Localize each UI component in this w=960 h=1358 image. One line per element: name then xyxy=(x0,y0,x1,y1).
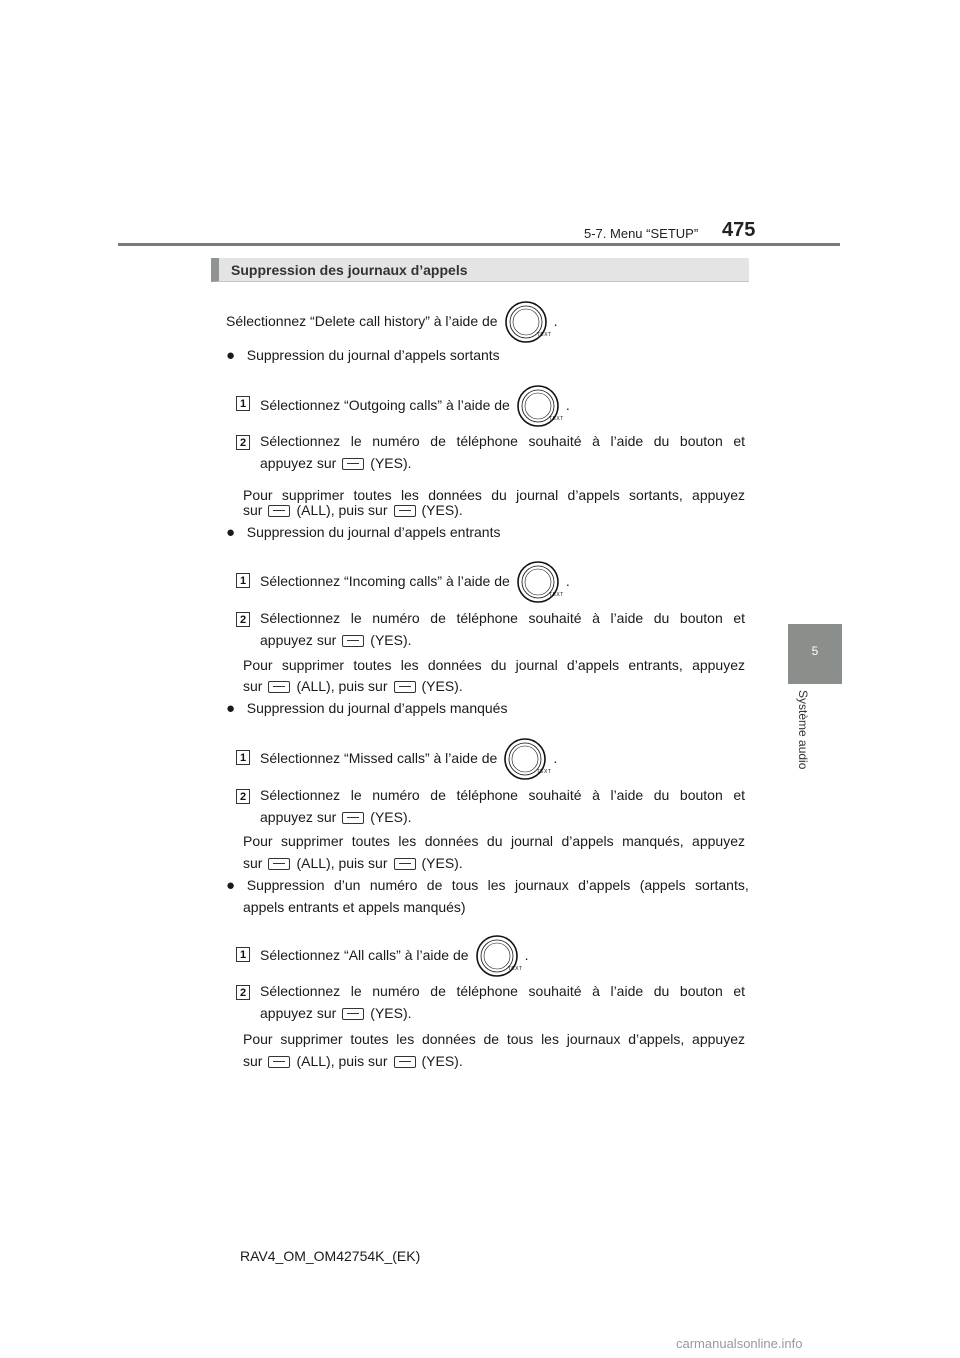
step-number-2: 2 xyxy=(236,612,250,627)
bullet-all-line1 xyxy=(226,874,749,897)
note-all: (ALL), puis sur xyxy=(296,502,388,518)
knob-label: TEXT xyxy=(536,769,552,776)
step1-text: Sélectionnez “Outgoing calls” à l’aide de xyxy=(260,397,510,413)
step1-period: . xyxy=(565,397,570,413)
chapter-number: 5 xyxy=(811,644,819,658)
bullet-text: Suppression du journal d’appels manqués xyxy=(246,700,508,716)
note-yes: (YES). xyxy=(421,678,463,694)
bullet-missed xyxy=(226,697,507,720)
note-sur: sur xyxy=(243,1053,263,1069)
tune-knob-icon xyxy=(475,934,523,978)
tune-knob-icon xyxy=(503,737,552,781)
knob-label: TEXT xyxy=(507,966,523,973)
note-yes: (YES). xyxy=(421,855,463,871)
note-outgoing-line1: Pour supprimer toutes les données du journal d’appels sortants, appuyez xyxy=(243,487,745,503)
step2-yes: (YES). xyxy=(370,455,412,471)
knob-label: TEXT xyxy=(549,416,564,423)
step1-text: Sélectionnez “All calls” à l’aide de xyxy=(260,947,469,963)
intro-period: . xyxy=(553,313,558,329)
step1-period: . xyxy=(553,750,558,766)
all-button-icon xyxy=(268,1056,290,1068)
step-number-2: 2 xyxy=(236,985,250,1000)
step-number-1: 1 xyxy=(236,750,250,765)
section-heading-bar xyxy=(211,258,749,282)
yes-button-icon xyxy=(394,1056,416,1068)
all-button-icon xyxy=(268,505,290,517)
chapter-label-text: Système audio xyxy=(796,690,810,770)
note-sur: sur xyxy=(243,678,263,694)
note-yes: (YES). xyxy=(421,502,463,518)
note-yes: (YES). xyxy=(421,1053,463,1069)
bullet-dot-icon: ● xyxy=(226,877,236,894)
step2-all-line2 xyxy=(260,1002,412,1024)
step2-text: appuyez sur xyxy=(260,455,337,471)
step1-missed xyxy=(260,747,558,776)
tune-knob-icon xyxy=(516,560,564,604)
note-missed-line1: Pour supprimer toutes les données du journal d’appels manqués, appuyez xyxy=(243,833,745,849)
note-outgoing-line2 xyxy=(243,499,463,521)
step2-text: appuyez sur xyxy=(260,1005,337,1021)
step1-period: . xyxy=(565,573,570,589)
note-sur: sur xyxy=(243,855,263,871)
yes-button-icon xyxy=(342,635,364,647)
step1-incoming xyxy=(260,570,570,599)
note-all: (ALL), puis sur xyxy=(296,1053,388,1069)
step-number-1: 1 xyxy=(236,396,250,411)
step2-yes: (YES). xyxy=(370,1005,412,1021)
note-sur: sur xyxy=(243,502,263,518)
step2-outgoing-line2 xyxy=(260,452,412,474)
step1-period: . xyxy=(524,947,529,963)
bullet-text: Suppression du journal d’appels sortants xyxy=(246,347,500,363)
yes-button-icon xyxy=(342,1008,364,1020)
yes-button-icon xyxy=(394,681,416,693)
intro-text: Sélectionnez “Delete call history” à l’aide de xyxy=(226,313,498,329)
step1-text: Sélectionnez “Missed calls” à l’aide de xyxy=(260,750,498,766)
bullet-text: Suppression d’un numéro de tous les journaux d’appels (appels sortants, xyxy=(246,877,749,893)
note-incoming-line2 xyxy=(243,675,463,697)
page-number: 475 xyxy=(722,219,756,241)
step2-incoming-line2 xyxy=(260,629,412,651)
bullet-dot-icon: ● xyxy=(226,347,236,364)
step1-all xyxy=(260,944,529,973)
step-number-1: 1 xyxy=(236,573,250,588)
tune-knob-icon xyxy=(504,300,552,344)
step-number-1: 1 xyxy=(236,947,250,962)
step2-missed-line1: Sélectionnez le numéro de téléphone souhaité à l’aide du bouton et xyxy=(260,787,745,803)
intro-instruction xyxy=(226,310,558,339)
bullet-dot-icon: ● xyxy=(226,524,236,541)
tune-knob-icon xyxy=(516,384,564,428)
step2-outgoing-line1: Sélectionnez le numéro de téléphone souhaité à l’aide du bouton et xyxy=(260,433,745,449)
all-button-icon xyxy=(268,858,290,870)
step2-yes: (YES). xyxy=(370,632,412,648)
bullet-incoming xyxy=(226,521,500,544)
yes-button-icon xyxy=(394,505,416,517)
bullet-outgoing xyxy=(226,344,500,367)
yes-button-icon xyxy=(342,458,364,470)
note-all: (ALL), puis sur xyxy=(296,855,388,871)
step2-missed-line2 xyxy=(260,806,412,828)
bullet-dot-icon: ● xyxy=(226,700,236,717)
chapter-label xyxy=(796,690,812,790)
step2-yes: (YES). xyxy=(370,809,412,825)
section-title: Suppression des journaux d’appels xyxy=(231,262,468,278)
step2-text: appuyez sur xyxy=(260,809,337,825)
all-button-icon xyxy=(268,681,290,693)
bullet-all-line2: appels entrants et appels manqués) xyxy=(243,899,466,915)
step-number-2: 2 xyxy=(236,789,250,804)
note-incoming-line1: Pour supprimer toutes les données du journal d’appels entrants, appuyez xyxy=(243,657,745,673)
knob-label: TEXT xyxy=(536,332,552,339)
note-all-line2 xyxy=(243,1050,463,1072)
header-section-title: 5-7. Menu “SETUP” xyxy=(584,226,699,241)
yes-button-icon xyxy=(394,858,416,870)
step1-text: Sélectionnez “Incoming calls” à l’aide de xyxy=(260,573,510,589)
header-divider xyxy=(118,243,840,246)
note-all-line1: Pour supprimer toutes les données de tous les journaux d’appels, appuyez xyxy=(243,1031,745,1047)
step-number-2: 2 xyxy=(236,435,250,450)
step2-incoming-line1: Sélectionnez le numéro de téléphone souhaité à l’aide du bouton et xyxy=(260,610,745,626)
watermark: carmanualsonline.info xyxy=(676,1336,803,1351)
note-all: (ALL), puis sur xyxy=(296,678,388,694)
bullet-text: Suppression du journal d’appels entrants xyxy=(246,524,501,540)
step2-all-line1: Sélectionnez le numéro de téléphone souhaité à l’aide du bouton et xyxy=(260,983,745,999)
document-code: RAV4_OM_OM42754K_(EK) xyxy=(240,1248,421,1264)
note-missed-line2 xyxy=(243,852,463,874)
step2-text: appuyez sur xyxy=(260,632,337,648)
knob-label: TEXT xyxy=(549,592,564,599)
yes-button-icon xyxy=(342,812,364,824)
step1-outgoing xyxy=(260,394,570,423)
